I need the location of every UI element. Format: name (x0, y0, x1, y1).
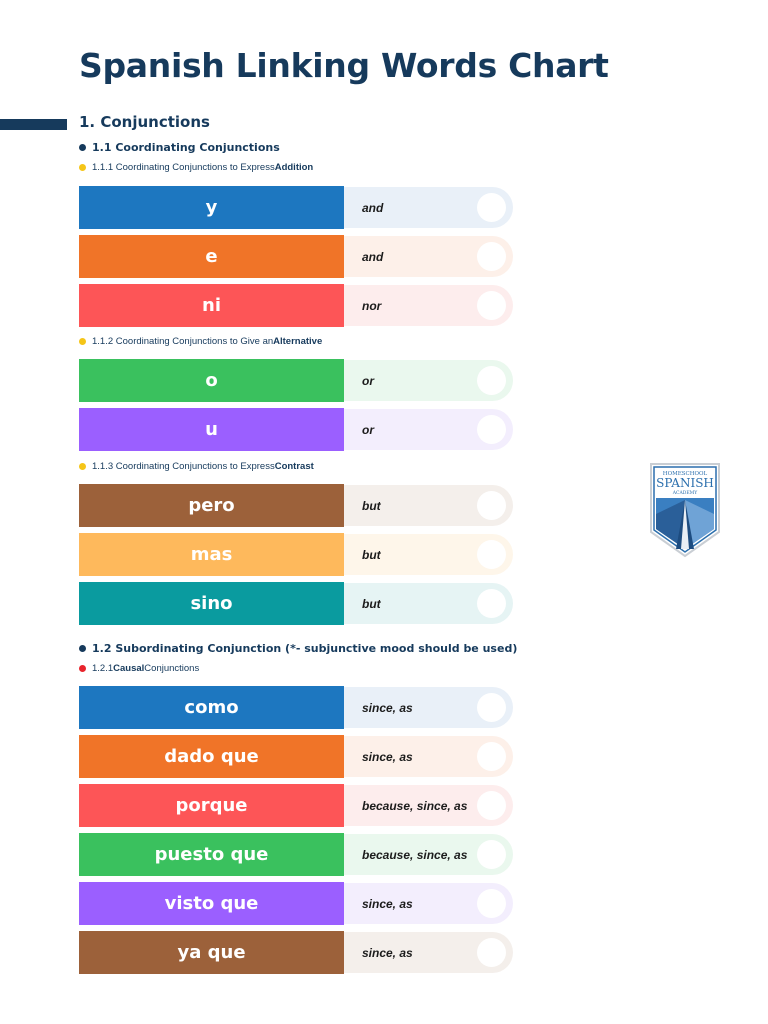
checkbox-circle-icon (477, 693, 506, 722)
conjunction-row (79, 359, 513, 402)
checkbox-circle-icon (477, 589, 506, 618)
checkbox-circle-icon (477, 366, 506, 395)
english-meaning: because, since, as (362, 798, 468, 813)
checkbox-circle-icon (477, 193, 506, 222)
spanish-word: visto que (79, 882, 344, 925)
subsubheading-bold: Alternative (273, 336, 323, 347)
navy-bullet-icon (79, 144, 86, 151)
spanish-word: e (79, 235, 344, 278)
subsubheading-addition (79, 162, 313, 173)
subsubheading-bold: Causal (113, 663, 145, 674)
logo-line3: ACADEMY (672, 491, 698, 496)
checkbox-circle-icon (477, 291, 506, 320)
conjunction-row (79, 582, 513, 625)
yellow-bullet-icon (79, 164, 86, 171)
english-meaning: since, as (362, 749, 413, 764)
conjunction-row (79, 186, 513, 229)
subsubheading-prefix: 1.1.3 Coordinating Conjunctions to Express (92, 461, 275, 472)
homeschool-spanish-academy-logo (648, 462, 722, 558)
conjunction-row (79, 784, 513, 827)
spanish-word: sino (79, 582, 344, 625)
subsubheading-prefix: 1.1.1 Coordinating Conjunctions to Express (92, 162, 275, 173)
red-bullet-icon (79, 665, 86, 672)
checkbox-circle-icon (477, 415, 506, 444)
conjunction-row (79, 408, 513, 451)
subsubheading-prefix: 1.2.1 (92, 663, 114, 674)
conjunction-row (79, 882, 513, 925)
yellow-bullet-icon (79, 463, 86, 470)
spanish-word: mas (79, 533, 344, 576)
subsubheading-prefix: 1.1.2 Coordinating Conjunctions to Give an (92, 336, 274, 347)
spanish-word: y (79, 186, 344, 229)
conjunction-row (79, 686, 513, 729)
conjunction-row (79, 284, 513, 327)
conjunction-row (79, 833, 513, 876)
section-title-conjunctions: 1. Conjunctions (79, 113, 210, 131)
checkbox-circle-icon (477, 242, 506, 271)
english-meaning: and (362, 200, 384, 215)
english-meaning: because, since, as (362, 847, 468, 862)
conjunction-row (79, 235, 513, 278)
subsubheading-bold: Addition (274, 162, 314, 173)
english-meaning: since, as (362, 896, 413, 911)
spanish-word: dado que (79, 735, 344, 778)
english-meaning: but (362, 547, 381, 562)
subheading-coordinating (79, 141, 280, 154)
subheading-label: 1.1 Coordinating Conjunctions (92, 141, 280, 154)
page-title: Spanish Linking Words Chart (79, 46, 609, 85)
spanish-word: puesto que (79, 833, 344, 876)
spanish-word: u (79, 408, 344, 451)
subsubheading-contrast (79, 461, 314, 472)
english-meaning: but (362, 498, 381, 513)
subheading-label: 1.2 Subordinating Conjunction (*- subjunctive mood should be used) (92, 642, 518, 655)
spanish-word: ni (79, 284, 344, 327)
spanish-word: o (79, 359, 344, 402)
subheading-subordinating (79, 642, 517, 655)
subsubheading-causal (79, 663, 199, 674)
accent-bar (0, 119, 67, 130)
checkbox-circle-icon (477, 840, 506, 869)
checkbox-circle-icon (477, 540, 506, 569)
checkbox-circle-icon (477, 491, 506, 520)
subsubheading-alternative (79, 336, 322, 347)
english-meaning: since, as (362, 700, 413, 715)
logo-line1: HOMESCHOOL (662, 471, 708, 477)
logo-line2: SPANISH (656, 476, 714, 490)
checkbox-circle-icon (477, 742, 506, 771)
spanish-word: porque (79, 784, 344, 827)
subsubheading-suffix: Conjunctions (144, 663, 200, 674)
subsubheading-bold: Contrast (274, 461, 314, 472)
conjunction-row (79, 533, 513, 576)
english-meaning: or (362, 373, 374, 388)
yellow-bullet-icon (79, 338, 86, 345)
spanish-word: ya que (79, 931, 344, 974)
english-meaning: since, as (362, 945, 413, 960)
conjunction-row (79, 735, 513, 778)
navy-bullet-icon (79, 645, 86, 652)
english-meaning: and (362, 249, 384, 264)
english-meaning: but (362, 596, 381, 611)
conjunction-row (79, 484, 513, 527)
english-meaning: nor (362, 298, 382, 313)
spanish-word: pero (79, 484, 344, 527)
checkbox-circle-icon (477, 791, 506, 820)
checkbox-circle-icon (477, 889, 506, 918)
checkbox-circle-icon (477, 938, 506, 967)
spanish-word: como (79, 686, 344, 729)
english-meaning: or (362, 422, 374, 437)
conjunction-row (79, 931, 513, 974)
